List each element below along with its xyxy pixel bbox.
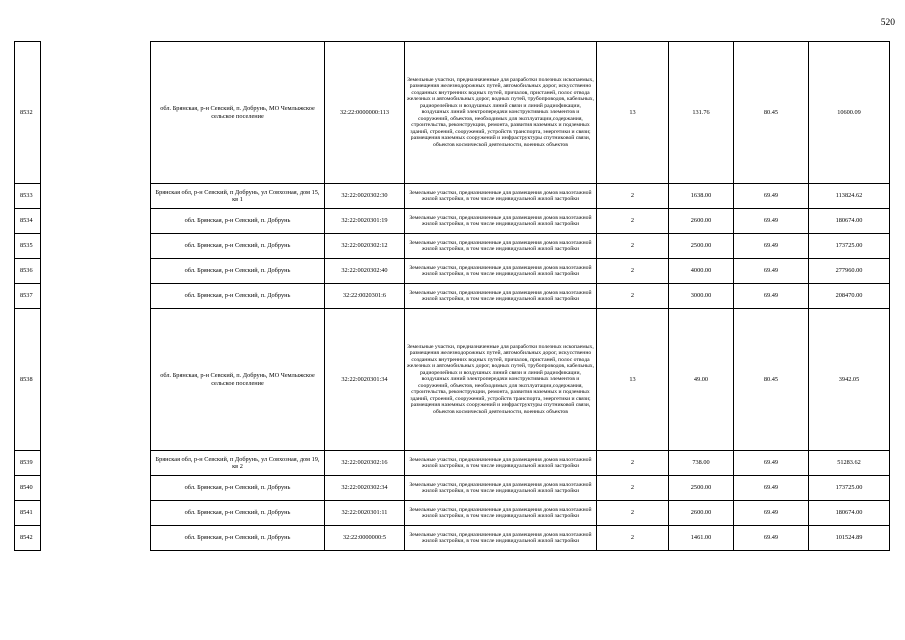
cadastral-number-cell: 32:22:0020302:34 [325,476,405,501]
land-use-cell: Земельные участки, предназначенные для разработки полезных ископаемых, размещения железнодорожных путей, автомобильных дорог, искусственно созданных внутренних водных путей, причалов, пристаней, полос отвода железных и автомобильных дорог, водных путей, трубопроводов, кабельных, радиорелейных и воздушных линий связи и линий радиофикации, воздушных линий электропередачи конструктивных элементов и сооружений, объектов, необходимых для эксплуатации,содержания, строительства, реконструкции, ремонта, развития наземных и подземных зданий, строений, сооружений, устройств транспорта, энергетики и связи; размещения наземных сооружений и инфраструктуры спутниковой связи, объектов космической деятельности, военных объектов [405,42,597,184]
area-cell: 2600.00 [669,501,734,526]
empty-column [41,451,151,476]
row-number: 8539 [15,451,41,476]
cadastral-number-cell: 32:22:0020301:34 [325,309,405,451]
address-cell: обл. Брянская, р-н Севский, п. Добрунь, МО Чемлыжское сельское поселение [151,309,325,451]
row-number: 8537 [15,284,41,309]
address-cell: обл. Брянская, р-н Севский, п. Добрунь [151,501,325,526]
specific-value-cell: 69.49 [734,184,809,209]
row-number: 8534 [15,209,41,234]
use-code-cell: 13 [597,42,669,184]
specific-value-cell: 69.49 [734,476,809,501]
use-code-cell: 2 [597,526,669,551]
area-cell: 49.00 [669,309,734,451]
area-cell: 2500.00 [669,476,734,501]
address-cell: обл. Брянская, р-н Севский, п. Добрунь [151,284,325,309]
address-cell: обл. Брянская, р-н Севский, п. Добрунь [151,234,325,259]
cadastral-number-cell: 32:22:0020301:11 [325,501,405,526]
cadastral-value-cell: 208470.00 [809,284,890,309]
row-number: 8536 [15,259,41,284]
use-code-cell: 13 [597,309,669,451]
table-row [15,42,890,184]
empty-column [41,184,151,209]
area-cell: 738.00 [669,451,734,476]
row-number: 8541 [15,501,41,526]
table-row [15,259,890,284]
land-use-cell: Земельные участки, предназначенные для разработки полезных ископаемых, размещения железнодорожных путей, автомобильных дорог, искусственно созданных внутренних водных путей, причалов, пристаней, полос отвода железных и автомобильных дорог, водных путей, трубопроводов, кабельных, радиорелейных и воздушных линий связи и линий радиофикации, воздушных линий электропередачи конструктивных элементов и сооружений, объектов, необходимых для эксплуатации,содержания, строительства, реконструкции, ремонта, развития наземных и подземных зданий, строений, сооружений, устройств транспорта, энергетики и связи; размещения наземных сооружений и инфраструктуры спутниковой связи, объектов космической деятельности, военных объектов [405,309,597,451]
land-use-cell: Земельные участки, предназначенные для размещения домов малоэтажной жилой застройки, в том числе индивидуальной жилой застройки [405,209,597,234]
cadastral-value-cell: 173725.00 [809,476,890,501]
address-cell: Брянская обл, р-н Севский, п Добрунь, ул Совхозная, дом 19, кв 2 [151,451,325,476]
empty-column [41,259,151,284]
cadastral-value-cell: 51283.62 [809,451,890,476]
cadastral-number-cell: 32:22:0020301:6 [325,284,405,309]
use-code-cell: 2 [597,184,669,209]
address-cell: обл. Брянская, р-н Севский, п. Добрунь [151,526,325,551]
specific-value-cell: 69.49 [734,501,809,526]
address-cell: обл. Брянская, р-н Севский, п. Добрунь [151,259,325,284]
cadastral-number-cell: 32:22:0020302:16 [325,451,405,476]
cadastral-number-cell: 32:22:0020301:19 [325,209,405,234]
cadastral-value-cell: 3942.05 [809,309,890,451]
empty-column [41,42,151,184]
table-row [15,451,890,476]
specific-value-cell: 69.49 [734,526,809,551]
cadastral-value-cell: 10600.09 [809,42,890,184]
use-code-cell: 2 [597,451,669,476]
specific-value-cell: 69.49 [734,284,809,309]
specific-value-cell: 69.49 [734,259,809,284]
land-use-cell: Земельные участки, предназначенные для размещения домов малоэтажной жилой застройки, в том числе индивидуальной жилой застройки [405,234,597,259]
cadastral-number-cell: 32:22:0020302:12 [325,234,405,259]
empty-column [41,234,151,259]
area-cell: 1461.00 [669,526,734,551]
table-row [15,234,890,259]
specific-value-cell: 80.45 [734,309,809,451]
use-code-cell: 2 [597,476,669,501]
area-cell: 4000.00 [669,259,734,284]
specific-value-cell: 69.49 [734,234,809,259]
cadastral-number-cell: 32:22:0000000:113 [325,42,405,184]
use-code-cell: 2 [597,259,669,284]
specific-value-cell: 80.45 [734,42,809,184]
specific-value-cell: 69.49 [734,209,809,234]
cadastral-value-cell: 173725.00 [809,234,890,259]
page-number: 520 [880,18,895,28]
empty-column [41,501,151,526]
address-cell: Брянская обл, р-н Севский, п Добрунь, ул Совхозная, дом 15, кв 1 [151,184,325,209]
address-cell: обл. Брянская, р-н Севский, п. Добрунь [151,476,325,501]
land-use-cell: Земельные участки, предназначенные для размещения домов малоэтажной жилой застройки, в том числе индивидуальной жилой застройки [405,184,597,209]
land-use-cell: Земельные участки, предназначенные для размещения домов малоэтажной жилой застройки, в том числе индивидуальной жилой застройки [405,284,597,309]
area-cell: 2500.00 [669,234,734,259]
row-number: 8533 [15,184,41,209]
land-use-cell: Земельные участки, предназначенные для размещения домов малоэтажной жилой застройки, в том числе индивидуальной жилой застройки [405,476,597,501]
table-row [15,476,890,501]
cadastral-value-table [14,41,890,551]
cadastral-number-cell: 32:22:0000000:5 [325,526,405,551]
table-row [15,284,890,309]
land-use-cell: Земельные участки, предназначенные для размещения домов малоэтажной жилой застройки, в том числе индивидуальной жилой застройки [405,526,597,551]
cadastral-value-cell: 101524.89 [809,526,890,551]
cadastral-value-cell: 180674.00 [809,209,890,234]
row-number: 8542 [15,526,41,551]
empty-column [41,284,151,309]
use-code-cell: 2 [597,234,669,259]
row-number: 8535 [15,234,41,259]
address-cell: обл. Брянская, р-н Севский, п. Добрунь, МО Чемлыжское сельское поселение [151,42,325,184]
row-number: 8540 [15,476,41,501]
area-cell: 131.76 [669,42,734,184]
cadastral-number-cell: 32:22:0020302:30 [325,184,405,209]
cadastral-value-cell: 113824.62 [809,184,890,209]
table-row [15,309,890,451]
specific-value-cell: 69.49 [734,451,809,476]
area-cell: 1638.00 [669,184,734,209]
land-use-cell: Земельные участки, предназначенные для размещения домов малоэтажной жилой застройки, в том числе индивидуальной жилой застройки [405,501,597,526]
area-cell: 3000.00 [669,284,734,309]
row-number: 8532 [15,42,41,184]
cadastral-value-cell: 277960.00 [809,259,890,284]
table-row [15,526,890,551]
table-row [15,184,890,209]
use-code-cell: 2 [597,209,669,234]
empty-column [41,526,151,551]
empty-column [41,209,151,234]
land-use-cell: Земельные участки, предназначенные для размещения домов малоэтажной жилой застройки, в том числе индивидуальной жилой застройки [405,451,597,476]
cadastral-value-cell: 180674.00 [809,501,890,526]
address-cell: обл. Брянская, р-н Севский, п. Добрунь [151,209,325,234]
land-use-cell: Земельные участки, предназначенные для размещения домов малоэтажной жилой застройки, в том числе индивидуальной жилой застройки [405,259,597,284]
table-row [15,209,890,234]
table-row [15,501,890,526]
area-cell: 2600.00 [669,209,734,234]
use-code-cell: 2 [597,284,669,309]
use-code-cell: 2 [597,501,669,526]
empty-column [41,476,151,501]
row-number: 8538 [15,309,41,451]
empty-column [41,309,151,451]
cadastral-number-cell: 32:22:0020302:40 [325,259,405,284]
